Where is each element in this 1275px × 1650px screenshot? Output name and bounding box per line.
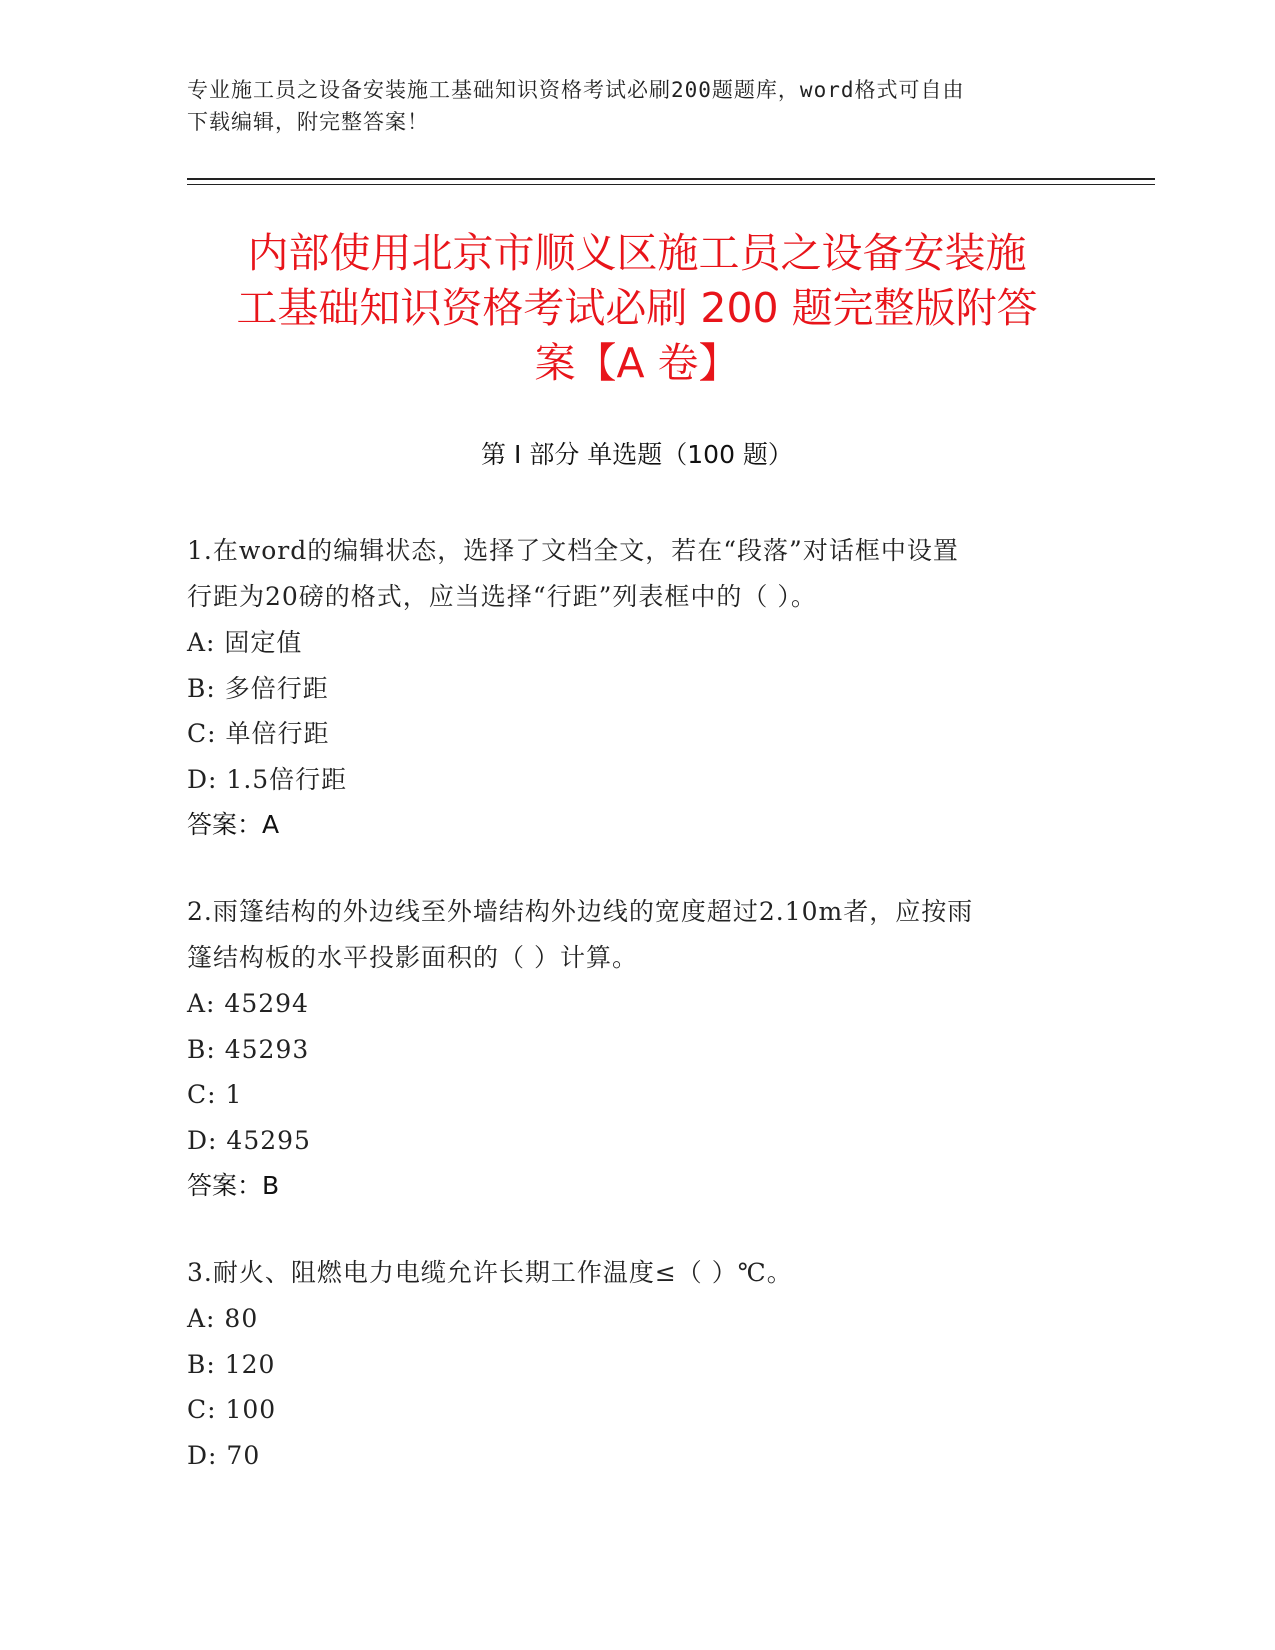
document-title <box>187 226 1087 391</box>
option-a: A: 固定值 <box>187 628 303 657</box>
question-1 <box>187 528 1087 848</box>
document-title-line-2: 工基础知识资格考试必刷 200 题完整版附答 <box>236 284 1038 332</box>
question-stem-line-2: 行距为20磅的格式，应当选择“行距”列表框中的（ ）。 <box>187 582 817 611</box>
header-note <box>187 74 1067 138</box>
question-stem <box>187 528 1087 620</box>
header-note-line-1: 专业施工员之设备安装施工基础知识资格考试必刷200题题库，word格式可自由 <box>187 78 965 102</box>
option-c: C: 100 <box>187 1395 277 1424</box>
option-d: D: 45295 <box>187 1125 311 1155</box>
answer: 答案：A <box>187 810 280 839</box>
document-title-line-1: 内部使用北京市顺义区施工员之设备安装施 <box>247 229 1027 277</box>
option-d: D: 1.5倍行距 <box>187 764 348 794</box>
option-b: B: 120 <box>187 1349 276 1379</box>
option-d: D: 70 <box>187 1440 261 1470</box>
option-b: B: 多倍行距 <box>187 673 329 703</box>
question-3 <box>187 1250 1087 1478</box>
header-note-line-2: 下载编辑，附完整答案！ <box>187 110 429 134</box>
header-divider-thin <box>187 184 1155 185</box>
question-stem <box>187 889 1087 981</box>
question-list <box>187 528 1087 1519</box>
option-c: C: 1 <box>187 1080 243 1109</box>
question-stem-line-2: 篷结构板的水平投影面积的（ ）计算。 <box>187 943 638 972</box>
answer: 答案：B <box>187 1171 280 1200</box>
question-stem-line-1: 3.耐火、阻燃电力电缆允许长期工作温度≤（ ）℃。 <box>187 1258 793 1287</box>
option-b: B: 45293 <box>187 1034 310 1064</box>
question-stem <box>187 1250 1087 1296</box>
option-a: A: 45294 <box>187 989 309 1018</box>
document-title-line-3: 案【A 卷】 <box>534 339 740 387</box>
option-c: C: 单倍行距 <box>187 719 330 748</box>
section-title: 第 I 部分 单选题（100 题） <box>481 440 793 469</box>
question-stem-line-1: 2.雨篷结构的外边线至外墙结构外边线的宽度超过2.10m者，应按雨 <box>187 897 974 926</box>
header-divider-thick <box>187 178 1155 180</box>
question-2 <box>187 889 1087 1209</box>
question-stem-line-1: 1.在word的编辑状态，选择了文档全文，若在“段落”对话框中设置 <box>187 536 959 565</box>
option-a: A: 80 <box>187 1304 259 1333</box>
